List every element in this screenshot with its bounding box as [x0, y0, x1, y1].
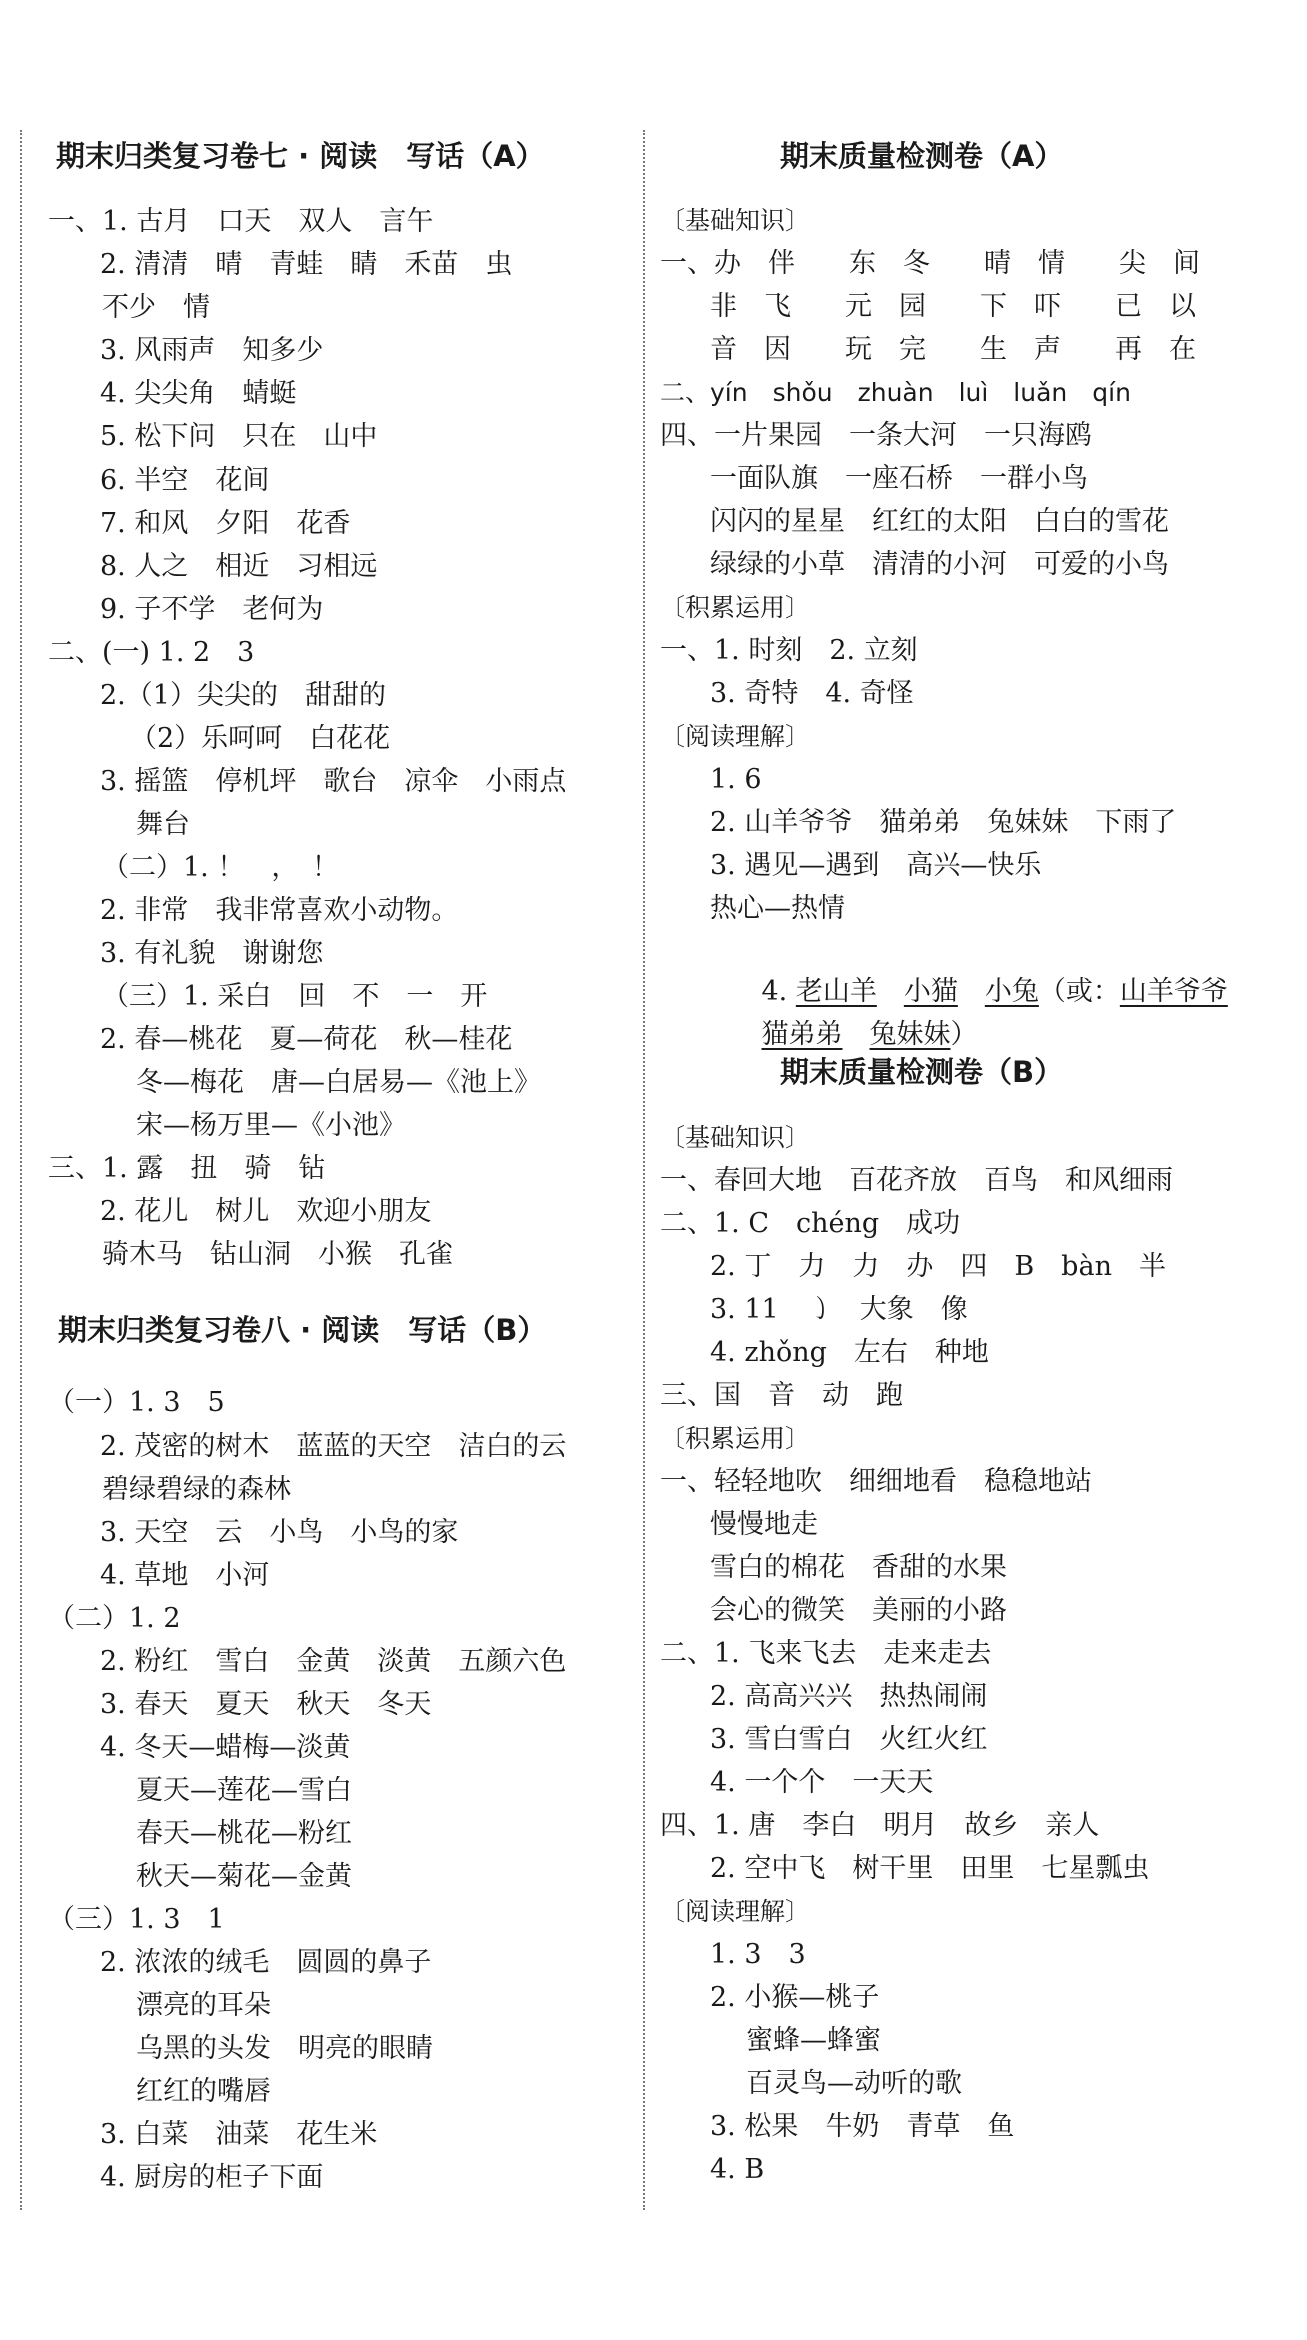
- answer-line: 一面队旗 一座石桥 一群小鸟: [710, 463, 1088, 494]
- section-label: 〔阅读理解〕: [660, 722, 811, 751]
- answer-line: 乌黑的头发 明亮的眼睛: [136, 2033, 433, 2064]
- answer-line: 8. 人之 相近 习相远: [100, 551, 378, 582]
- answer-line: （三）1. 采白 回 不 一 开: [102, 981, 488, 1012]
- answer-line: 一、办 伴 东 冬 晴 情 尖 间: [660, 248, 1200, 279]
- answer-line: 春天—桃花—粉红: [136, 1818, 352, 1849]
- underlined-answer: 山羊爷爷: [1119, 976, 1228, 1007]
- answer-line: 红红的嘴唇: [136, 2076, 271, 2107]
- underlined-answer: 小猫: [903, 976, 958, 1007]
- underlined-answer: 小兔: [984, 976, 1039, 1007]
- answer-line: 四、1. 唐 李白 明月 故乡 亲人: [660, 1810, 1100, 1841]
- answer-line: 2. 高高兴兴 热热闹闹: [710, 1681, 988, 1712]
- answer-line: 4. 草地 小河: [100, 1560, 270, 1591]
- answer-line: 3. 雪白雪白 火红火红: [710, 1724, 988, 1755]
- answer-line: 9. 子不学 老何为: [100, 594, 324, 625]
- answer-line: 一、春回大地 百花齐放 百鸟 和风细雨: [660, 1165, 1173, 1196]
- answer-line: 4. 一个个 一天天: [710, 1767, 934, 1798]
- answer-line: 一、1. 时刻 2. 立刻: [660, 635, 918, 666]
- answer-line: （2）乐呵呵 白花花: [130, 723, 391, 754]
- underlined-answer: 兔妹妹: [869, 1019, 951, 1050]
- underlined-answer: 猫弟弟: [761, 1019, 843, 1050]
- answer-line: 1. 3 3: [710, 1939, 806, 1970]
- section-label: 〔基础知识〕: [660, 1123, 811, 1152]
- answer-line: 2. 空中飞 树干里 田里 七星瓢虫: [710, 1853, 1150, 1884]
- answer-line: 3. 遇见—遇到 高兴—快乐: [710, 850, 1042, 881]
- answer-line: 不少 情: [102, 292, 210, 323]
- left-margin-line: [20, 130, 22, 2210]
- section-label: 〔积累运用〕: [660, 1424, 811, 1453]
- answer-line: 3. 天空 云 小鸟 小鸟的家: [100, 1517, 459, 1548]
- answer-line: 2. 小猴—桃子: [710, 1982, 880, 2013]
- answer-text: 4.: [761, 976, 796, 1007]
- answer-line: 冬—梅花 唐—白居易—《池上》: [136, 1067, 541, 1098]
- answer-line: 音 因 玩 完 生 声 再 在: [710, 334, 1196, 365]
- answer-line: 非 飞 元 园 下 吓 已 以: [710, 291, 1196, 322]
- answer-line: （三）1. 3 1: [48, 1904, 225, 1935]
- answer-line: 1. 6: [710, 764, 762, 795]
- answer-line: 3. 松果 牛奶 青草 鱼: [710, 2111, 1015, 2142]
- answer-line: 会心的微笑 美丽的小路: [710, 1595, 1007, 1626]
- answer-text: [843, 1019, 870, 1050]
- answer-line: 3. 有礼貌 谢谢您: [100, 938, 324, 969]
- answer-line: 2. 山羊爷爷 猫弟弟 兔妹妹 下雨了: [710, 807, 1177, 838]
- answer-line: 2. 粉红 雪白 金黄 淡黄 五颜六色: [100, 1646, 567, 1677]
- section-label: 〔基础知识〕: [660, 206, 811, 235]
- answer-line: （二）1. ！ ， ！: [102, 852, 339, 883]
- section-title: 期末归类复习卷八 · 阅读 写话（B）: [58, 1313, 547, 1347]
- answer-line: 雪白的棉花 香甜的水果: [710, 1552, 1007, 1583]
- answer-line: 6. 半空 花间: [100, 465, 270, 496]
- answer-line: 绿绿的小草 清清的小河 可爱的小鸟: [710, 549, 1169, 580]
- answer-line: 舞台: [136, 809, 190, 840]
- answer-line: 二、yín shǒu zhuàn luì luǎn qín: [660, 378, 1131, 407]
- answer-line: （二）1. 2: [48, 1603, 181, 1634]
- answer-line: 漂亮的耳朵: [136, 1990, 271, 2021]
- answer-line: 2. 花儿 树儿 欢迎小朋友: [100, 1196, 432, 1227]
- column-divider: [643, 130, 645, 2210]
- answer-line: 2. 茂密的树木 蓝蓝的天空 洁白的云: [100, 1431, 567, 1462]
- answer-line: 一、1. 古月 口天 双人 言午: [48, 206, 434, 237]
- answer-line: 4. 尖尖角 蜻蜓: [100, 378, 297, 409]
- answer-line: 7. 和风 夕阳 花香: [100, 508, 351, 539]
- answer-line: 2. 非常 我非常喜欢小动物。: [100, 895, 459, 926]
- answer-line: 四、一片果园 一条大河 一只海鸥: [660, 420, 1092, 451]
- answer-line: 慢慢地走: [710, 1509, 818, 1540]
- answer-line: 3. 奇特 4. 奇怪: [710, 678, 914, 709]
- answer-line: 4. B: [710, 2154, 765, 2185]
- answer-line: 2. 清清 晴 青蛙 睛 禾苗 虫: [100, 249, 513, 280]
- answer-line: 碧绿碧绿的森林: [102, 1474, 291, 1505]
- answer-text: ）: [950, 1019, 978, 1050]
- answer-line: [710, 932, 1228, 1007]
- answer-line: 夏天—莲花—雪白: [136, 1775, 352, 1806]
- answer-line: 百灵鸟—动听的歌: [746, 2068, 962, 2099]
- answer-line: 5. 松下问 只在 山中: [100, 421, 378, 452]
- answer-line: 二、(一) 1. 2 3: [48, 637, 255, 668]
- answer-line: 二、1. C chéng 成功: [660, 1208, 961, 1239]
- answer-line: 2.（1）尖尖的 甜甜的: [100, 680, 386, 711]
- section-label: 〔阅读理解〕: [660, 1897, 811, 1926]
- answer-line: 3. 春天 夏天 秋天 冬天: [100, 1689, 432, 1720]
- answer-line: 宋—杨万里—《小池》: [136, 1110, 406, 1141]
- answer-line: 2. 春—桃花 夏—荷花 秋—桂花: [100, 1024, 513, 1055]
- answer-line: 三、1. 露 扭 骑 钻: [48, 1153, 326, 1184]
- answer-line: 3. 摇篮 停机坪 歌台 凉伞 小雨点: [100, 766, 567, 797]
- answer-line: 3. 白菜 油菜 花生米: [100, 2119, 378, 2150]
- answer-line: 2. 丁 力 力 办 四 B bàn 半: [710, 1251, 1166, 1282]
- answer-line: 蜜蜂—蜂蜜: [746, 2025, 881, 2056]
- section-title: 期末质量检测卷（A）: [780, 139, 1064, 173]
- answer-line: 4. 冬天—蜡梅—淡黄: [100, 1732, 351, 1763]
- answer-line: 4. zhǒng 左右 种地: [710, 1337, 989, 1368]
- answer-line: （一）1. 3 5: [48, 1387, 225, 1418]
- answer-line: 秋天—菊花—金黄: [136, 1861, 352, 1892]
- answer-line: 二、1. 飞来飞去 走来走去: [660, 1638, 992, 1669]
- section-title: 期末归类复习卷七 · 阅读 写话（A）: [56, 139, 545, 173]
- section-title: 期末质量检测卷（B）: [780, 1055, 1064, 1089]
- answer-line: 3. 风雨声 知多少: [100, 335, 324, 366]
- answer-line: 闪闪的星星 红红的太阳 白白的雪花: [710, 506, 1169, 537]
- answer-line: 2. 浓浓的绒毛 圆圆的鼻子: [100, 1947, 432, 1978]
- answer-line: [710, 975, 978, 1050]
- answer-line: 一、轻轻地吹 细细地看 稳稳地站: [660, 1466, 1092, 1497]
- answer-line: 三、国 音 动 跑: [660, 1380, 903, 1411]
- answer-text: （或：: [1038, 976, 1120, 1007]
- answer-line: 4. 厨房的柜子下面: [100, 2162, 324, 2193]
- underlined-answer: 老山羊: [795, 976, 877, 1007]
- answer-line: 3. 11 ㇁ 大象 像: [710, 1294, 968, 1325]
- answer-line: 骑木马 钻山洞 小猴 孔雀: [102, 1239, 453, 1270]
- answer-line: 热心—热情: [710, 893, 845, 924]
- section-label: 〔积累运用〕: [660, 593, 811, 622]
